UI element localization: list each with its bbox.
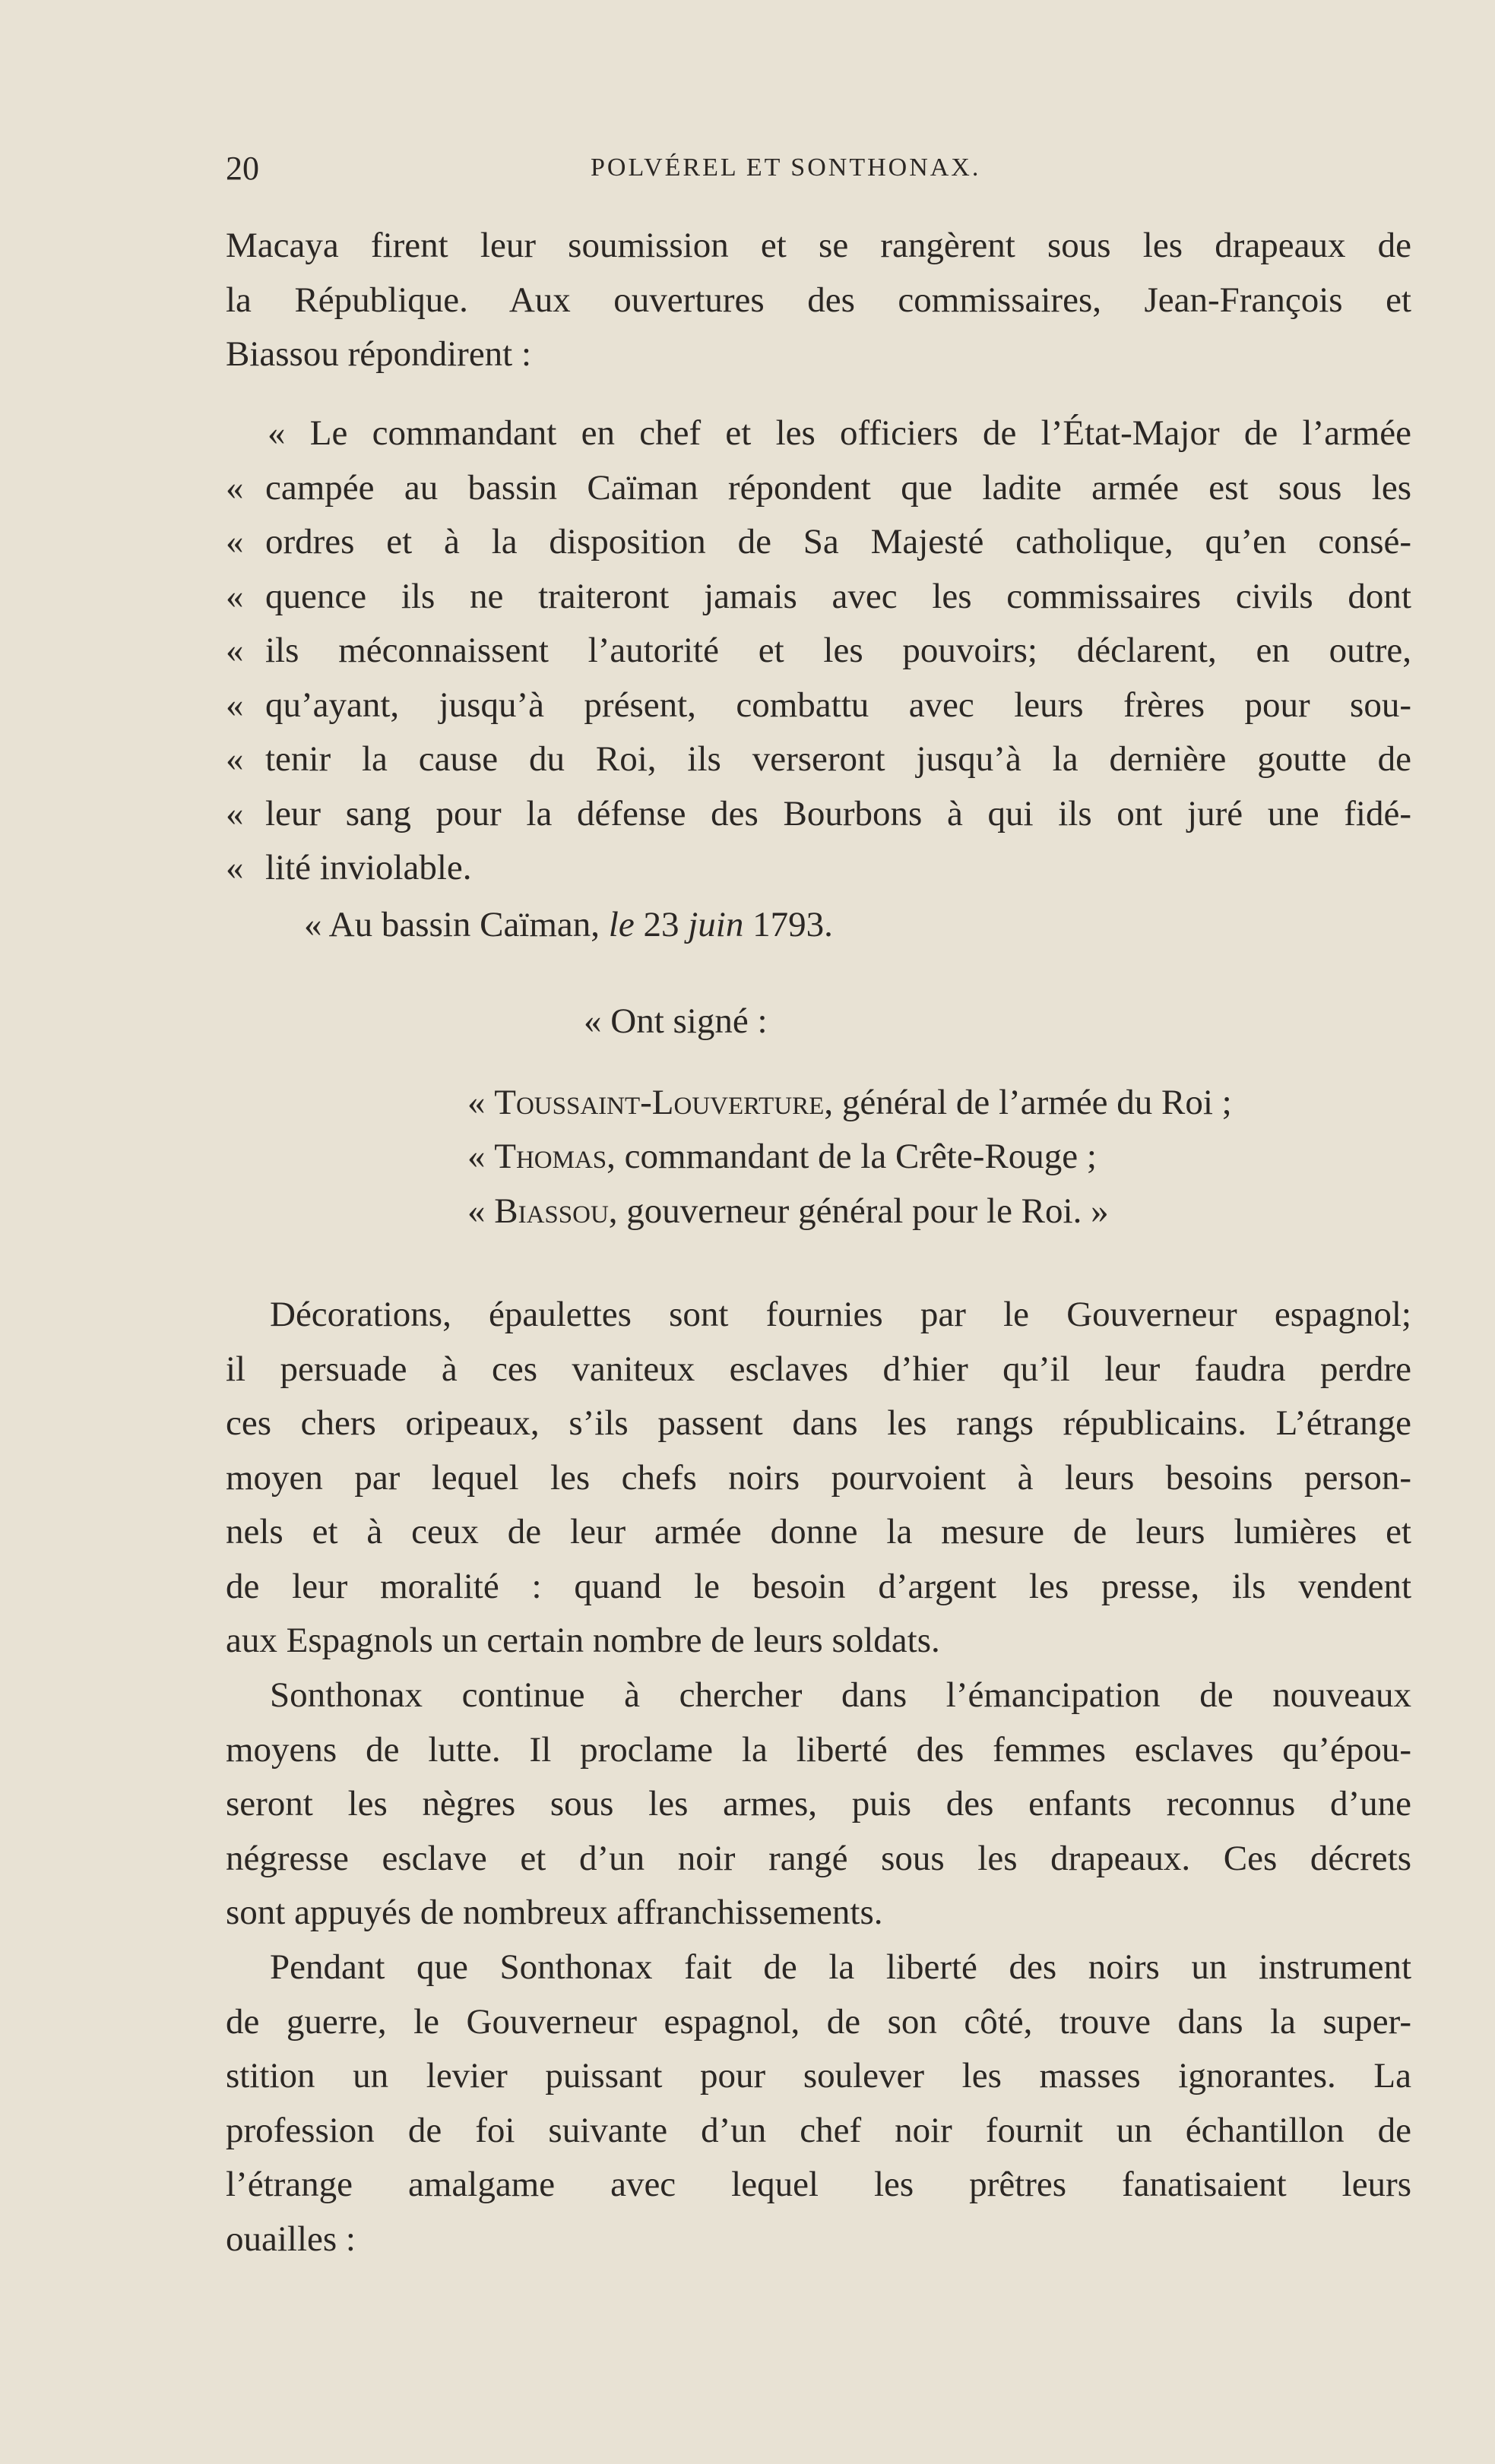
text-line: négresse esclave et d’un noir rangé sous les drapeaux. Ces décrets	[226, 1838, 1411, 1878]
text-line: stition un levier puissant pour soulever les masses ignorantes. La	[226, 2056, 1411, 2096]
text-line: Sonthonax continue à chercher dans l’émancipation de nouveaux	[270, 1675, 1411, 1715]
text-line: la République. Aux ouvertures des commissaires, Jean-François et	[226, 280, 1411, 320]
signature-toussaint: « Toussaint-Louverture, général de l’armée du Roi ;	[467, 1083, 1232, 1122]
text-line: Macaya firent leur soumission et se rangèrent sous les drapeaux de	[226, 226, 1411, 265]
text-line: moyen par lequel les chefs noirs pourvoient à leurs besoins person-	[226, 1457, 1411, 1498]
quote-line: « quence ils ne traiteront jamais avec les commissaires civils dont	[226, 576, 1411, 616]
paragraph-superstition	[226, 1941, 1411, 2266]
text-line: de leur moralité : quand le besoin d’argent les presse, ils vendent	[226, 1566, 1411, 1606]
text-line: l’étrange amalgame avec lequel les prêtres fanatisaient leurs	[226, 2165, 1411, 2204]
text-line: Décorations, épaulettes sont fournies par le Gouverneur espagnol;	[270, 1295, 1411, 1334]
text-line: moyens de lutte. Il proclame la liberté des femmes esclaves qu’épou-	[226, 1729, 1411, 1770]
text-line: ouailles :	[226, 2219, 356, 2259]
text-line: il persuade à ces vaniteux esclaves d’hier qu’il leur faudra perdre	[226, 1349, 1411, 1389]
text-line: aux Espagnols un certain nombre de leurs soldats.	[226, 1621, 940, 1660]
signature-biassou: « Biassou, gouverneur général pour le Roi. »	[467, 1191, 1109, 1231]
text-line: ces chers oripeaux, s’ils passent dans les rangs républicains. L’étrange	[226, 1403, 1411, 1443]
text-line: Biassou répondirent :	[226, 334, 532, 374]
quote-line: « lité inviolable.	[226, 848, 472, 887]
paragraph-decorations	[226, 1288, 1411, 1668]
quote-line: « campée au bassin Caïman répondent que ladite armée est sous les	[226, 467, 1411, 508]
text-line: sont appuyés de nombreux affranchissements.	[226, 1893, 883, 1932]
quote-line: « leur sang pour la défense des Bourbons à qui ils ont juré une fidé-	[226, 793, 1411, 833]
quote-line: « qu’ayant, jusqu’à présent, combattu avec leurs frères pour sou-	[226, 685, 1411, 725]
quote-line: « ils méconnaissent l’autorité et les pouvoirs; déclarent, en outre,	[226, 631, 1411, 670]
text-line: nels et à ceux de leur armée donne la mesure de leurs lumières et	[226, 1512, 1411, 1551]
text-line: de guerre, le Gouverneur espagnol, de son côté, trouve dans la super-	[226, 2001, 1411, 2042]
page-header	[226, 149, 1411, 187]
quote-line: « ordres et à la disposition de Sa Majesté catholique, qu’en consé-	[226, 522, 1411, 561]
text-line: seront les nègres sous les armes, puis des enfants reconnus d’une	[226, 1784, 1411, 1823]
text-line: Pendant que Sonthonax fait de la liberté des noirs un instrument	[270, 1947, 1411, 1987]
quote-line: « tenir la cause du Roi, ils verseront jusqu’à la dernière goutte de	[226, 739, 1411, 779]
quote-date: « Au bassin Caïman, le 23 juin 1793.	[304, 905, 833, 944]
quote-line: « Le commandant en chef et les officiers de l’État-Major de l’armée	[268, 413, 1411, 453]
text-line: profession de foi suivante d’un chef noir fournit un échantillon de	[226, 2110, 1411, 2150]
running-title: POLVÉREL ET SONTHONAX.	[591, 153, 981, 182]
signature-thomas: « Thomas, commandant de la Crête-Rouge ;	[467, 1137, 1097, 1176]
page-number: 20	[226, 150, 259, 187]
quoted-declaration	[226, 406, 1411, 896]
opening-paragraph	[226, 219, 1411, 382]
paragraph-sonthonax-emancipation	[226, 1668, 1411, 1941]
signed-label: « Ont signé :	[584, 1001, 768, 1041]
